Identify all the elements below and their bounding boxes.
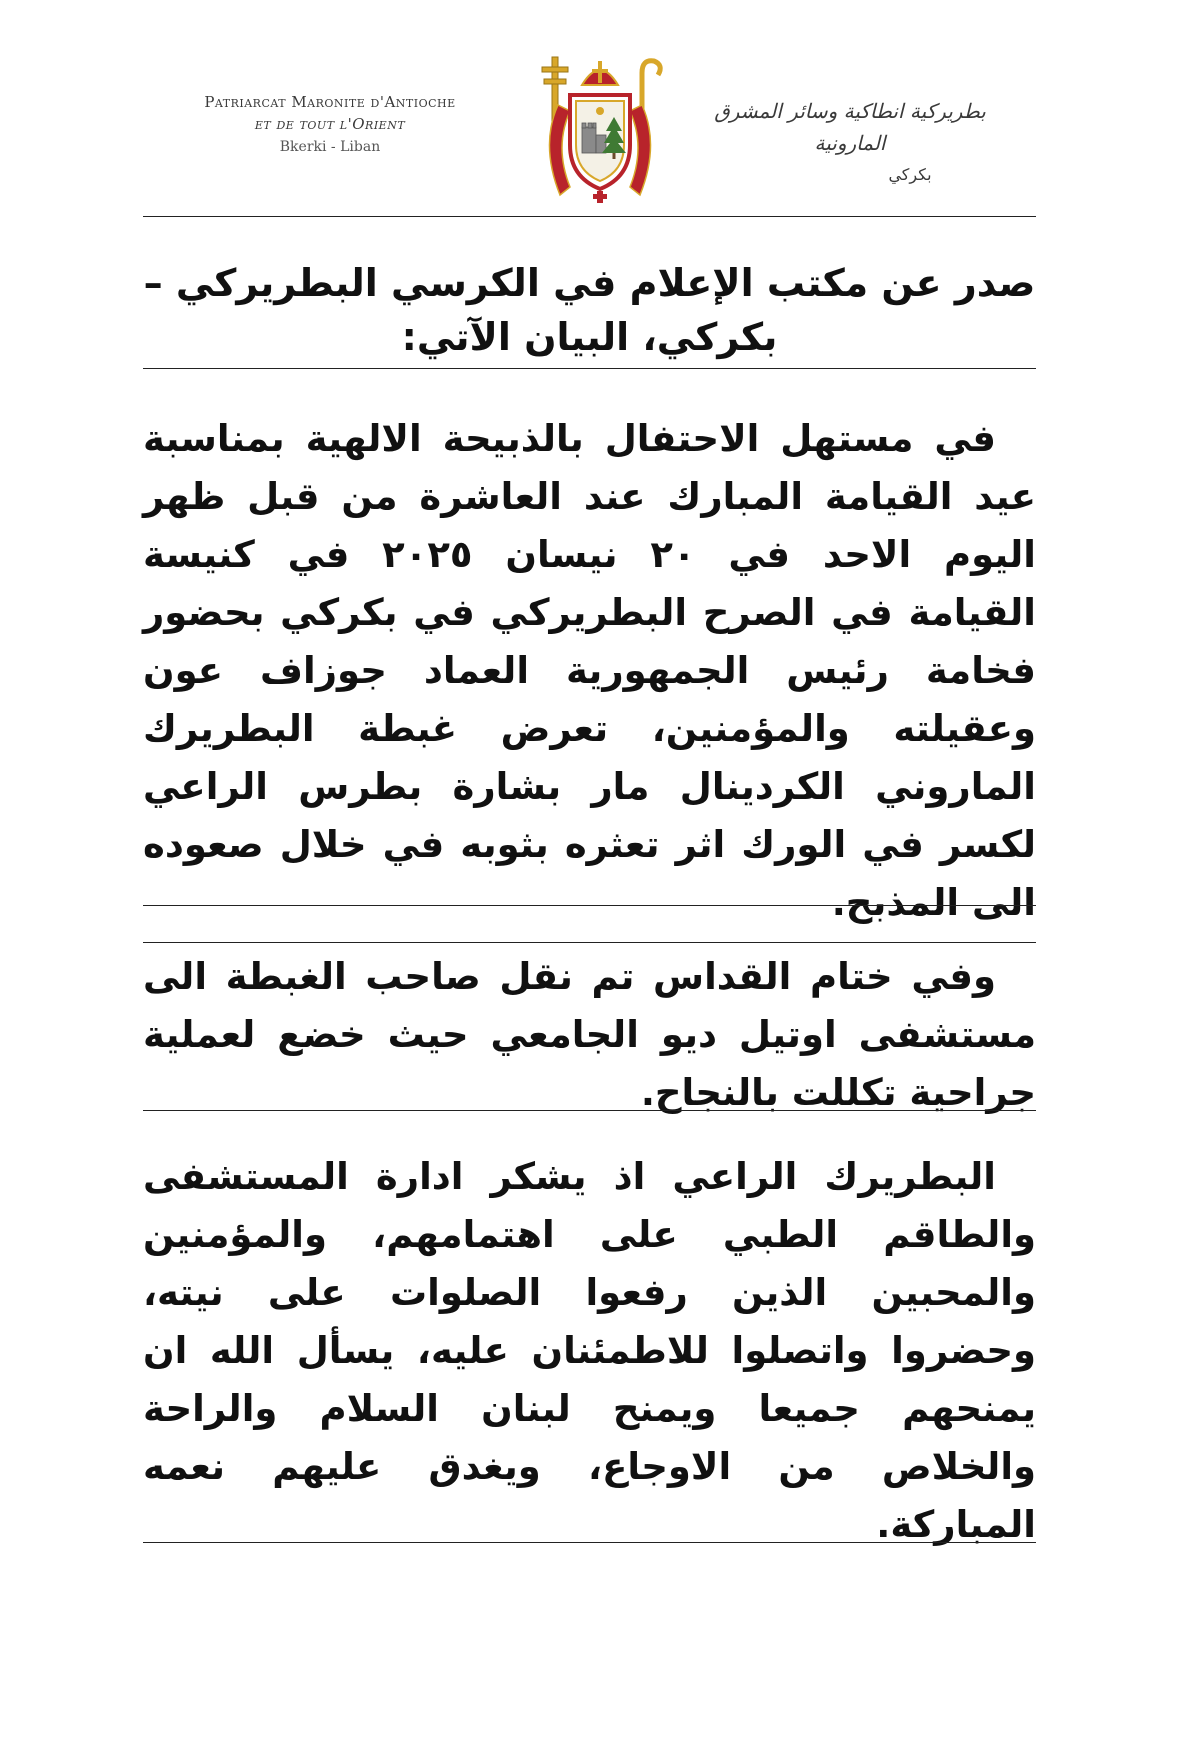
paragraph-1: في مستهل الاحتفال بالذبيحة الالهية بمناسبة عيد القيامة المبارك عند العاشرة من قبل ظهر اليوم الاحد في ٢٠ نيسان ٢٠٢٥ في كنيسة القيامة في الصرح البطريركي في بكركي بحضور فخامة رئيس الجمهورية العماد جوزاف عون وعقيلته والمؤمنين، تعرض غبطة البطريرك الماروني الكردينال مار بشارة بطرس الراعي لكسر في الورك اثر تعثره بثوبه في خلال صعوده الى المذبح.	[143, 417, 1036, 924]
emblem-ribbon-left	[549, 105, 570, 195]
letterhead-french-line3: Bkerki - Liban	[279, 139, 381, 155]
divider-bottom	[143, 1542, 1036, 1543]
letterhead-arabic-line2: بكركي	[888, 165, 932, 184]
emblem-star-icon	[596, 107, 604, 115]
divider-top	[143, 216, 1036, 217]
divider-paragraph-2	[143, 1110, 1036, 1111]
divider-heading	[143, 368, 1036, 369]
letterhead-arabic-line1: بطريركية انطاكية وسائر المشرق المارونية	[714, 99, 986, 155]
paragraph-3: البطريرك الراعي اذ يشكر ادارة المستشفى والطاقم الطبي على اهتمامهم، والمؤمنين والمحبين الذين رفعوا الصلوات على نيته، وحضروا واتصلوا للاطمئنان عليه، يسأل الله ان يمنحهم جميعا ويمنح لبنان السلام والراحة والخلاص من الاوجاع، ويغدق عليهم نعمه المباركة.	[143, 1155, 1036, 1546]
paragraph-2: وفي ختام القداس تم نقل صاحب الغبطة الى مستشفى اوتيل ديو الجامعي حيث خضع لعملية جراحية تكللت بالنجاح.	[143, 955, 1036, 1114]
divider-paragraph-1	[143, 905, 1036, 906]
letterhead-french-line1: Patriarcat Maronite d'Antioche	[204, 93, 456, 111]
letterhead	[0, 55, 1179, 215]
letterhead-arabic	[690, 95, 1010, 184]
emblem-mitre-icon	[582, 61, 618, 85]
emblem-bottom-cross-icon	[593, 191, 607, 203]
letterhead-french	[150, 91, 510, 155]
divider-paragraph-2-top	[143, 942, 1036, 943]
statement-heading: صدر عن مكتب الإعلام في الكرسي البطريركي – بكركي، البيان الآتي:	[143, 261, 1036, 359]
emblem-ribbon-right	[630, 105, 651, 195]
emblem-shield	[570, 95, 630, 189]
letterhead-french-line2: et de tout l'Orient	[254, 115, 406, 133]
patriarchal-emblem	[530, 55, 670, 205]
